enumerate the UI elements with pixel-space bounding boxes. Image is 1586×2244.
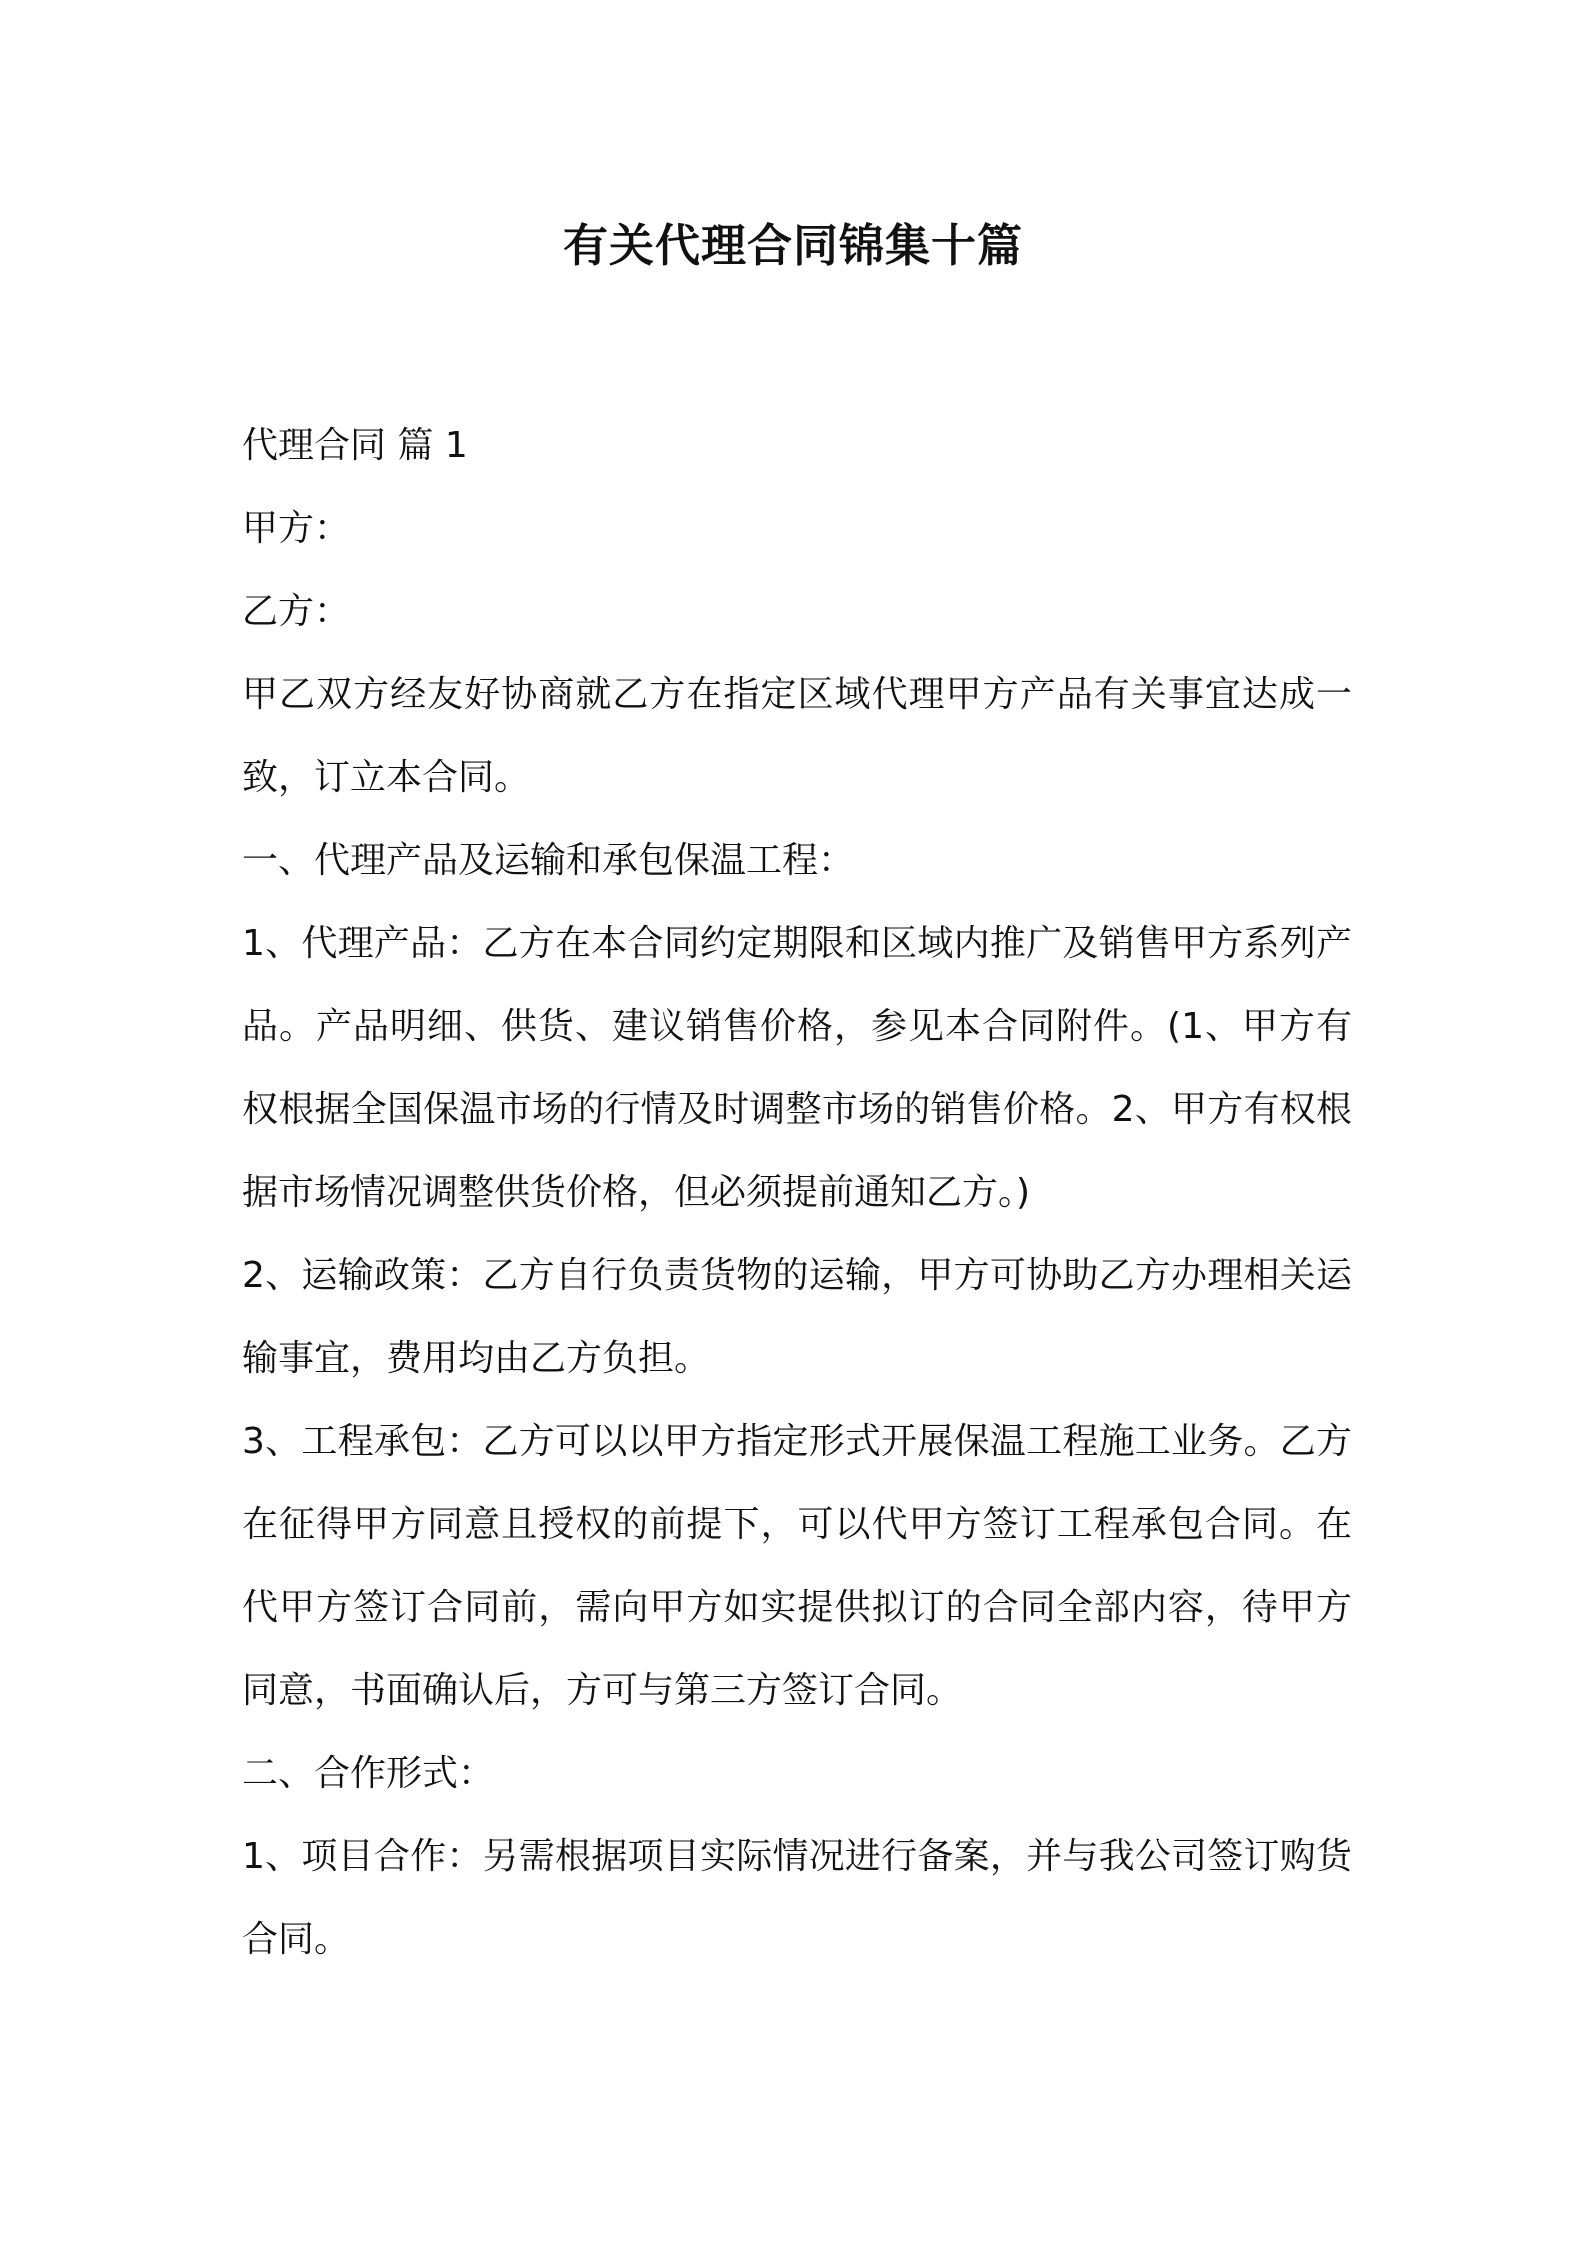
clause-2-1: 1、项目合作：另需根据项目实际情况进行备案，并与我公司签订购货合同。 xyxy=(242,1836,1352,1960)
clause-heading-1: 一、代理产品及运输和承包保温工程： xyxy=(242,840,855,881)
party-a-line: 甲方： xyxy=(242,508,351,549)
document-body xyxy=(242,404,1352,1981)
clause-1-2: 2、运输政策：乙方自行负责货物的运输，甲方可协助乙方办理相关运输事宜，费用均由乙方负担。 xyxy=(242,1255,1352,1379)
clause-1-3: 3、工程承包：乙方可以以甲方指定形式开展保温工程施工业务。乙方在征得甲方同意且授权的前提下，可以代甲方签订工程承包合同。在代甲方签订合同前，需向甲方如实提供拟订的合同全部内容，待甲方同意，书面确认后，方可与第三方签订合同。 xyxy=(242,1421,1352,1711)
intro-paragraph: 甲乙双方经友好协商就乙方在指定区域代理甲方产品有关事宜达成一致，订立本合同。 xyxy=(242,674,1352,798)
party-b-line: 乙方： xyxy=(242,591,351,632)
clause-heading-2: 二、合作形式： xyxy=(242,1753,495,1794)
section-heading-1: 代理合同 篇 1 xyxy=(242,425,468,466)
document-title: 有关代理合同锦集十篇 xyxy=(562,219,1023,272)
clause-1-1: 1、代理产品：乙方在本合同约定期限和区域内推广及销售甲方系列产品。产品明细、供货、建议销售价格，参见本合同附件。(1、甲方有权根据全国保温市场的行情及时调整市场的销售价格。2、甲方有权根据市场情况调整供货价格，但必须提前通知乙方。) xyxy=(242,923,1352,1213)
